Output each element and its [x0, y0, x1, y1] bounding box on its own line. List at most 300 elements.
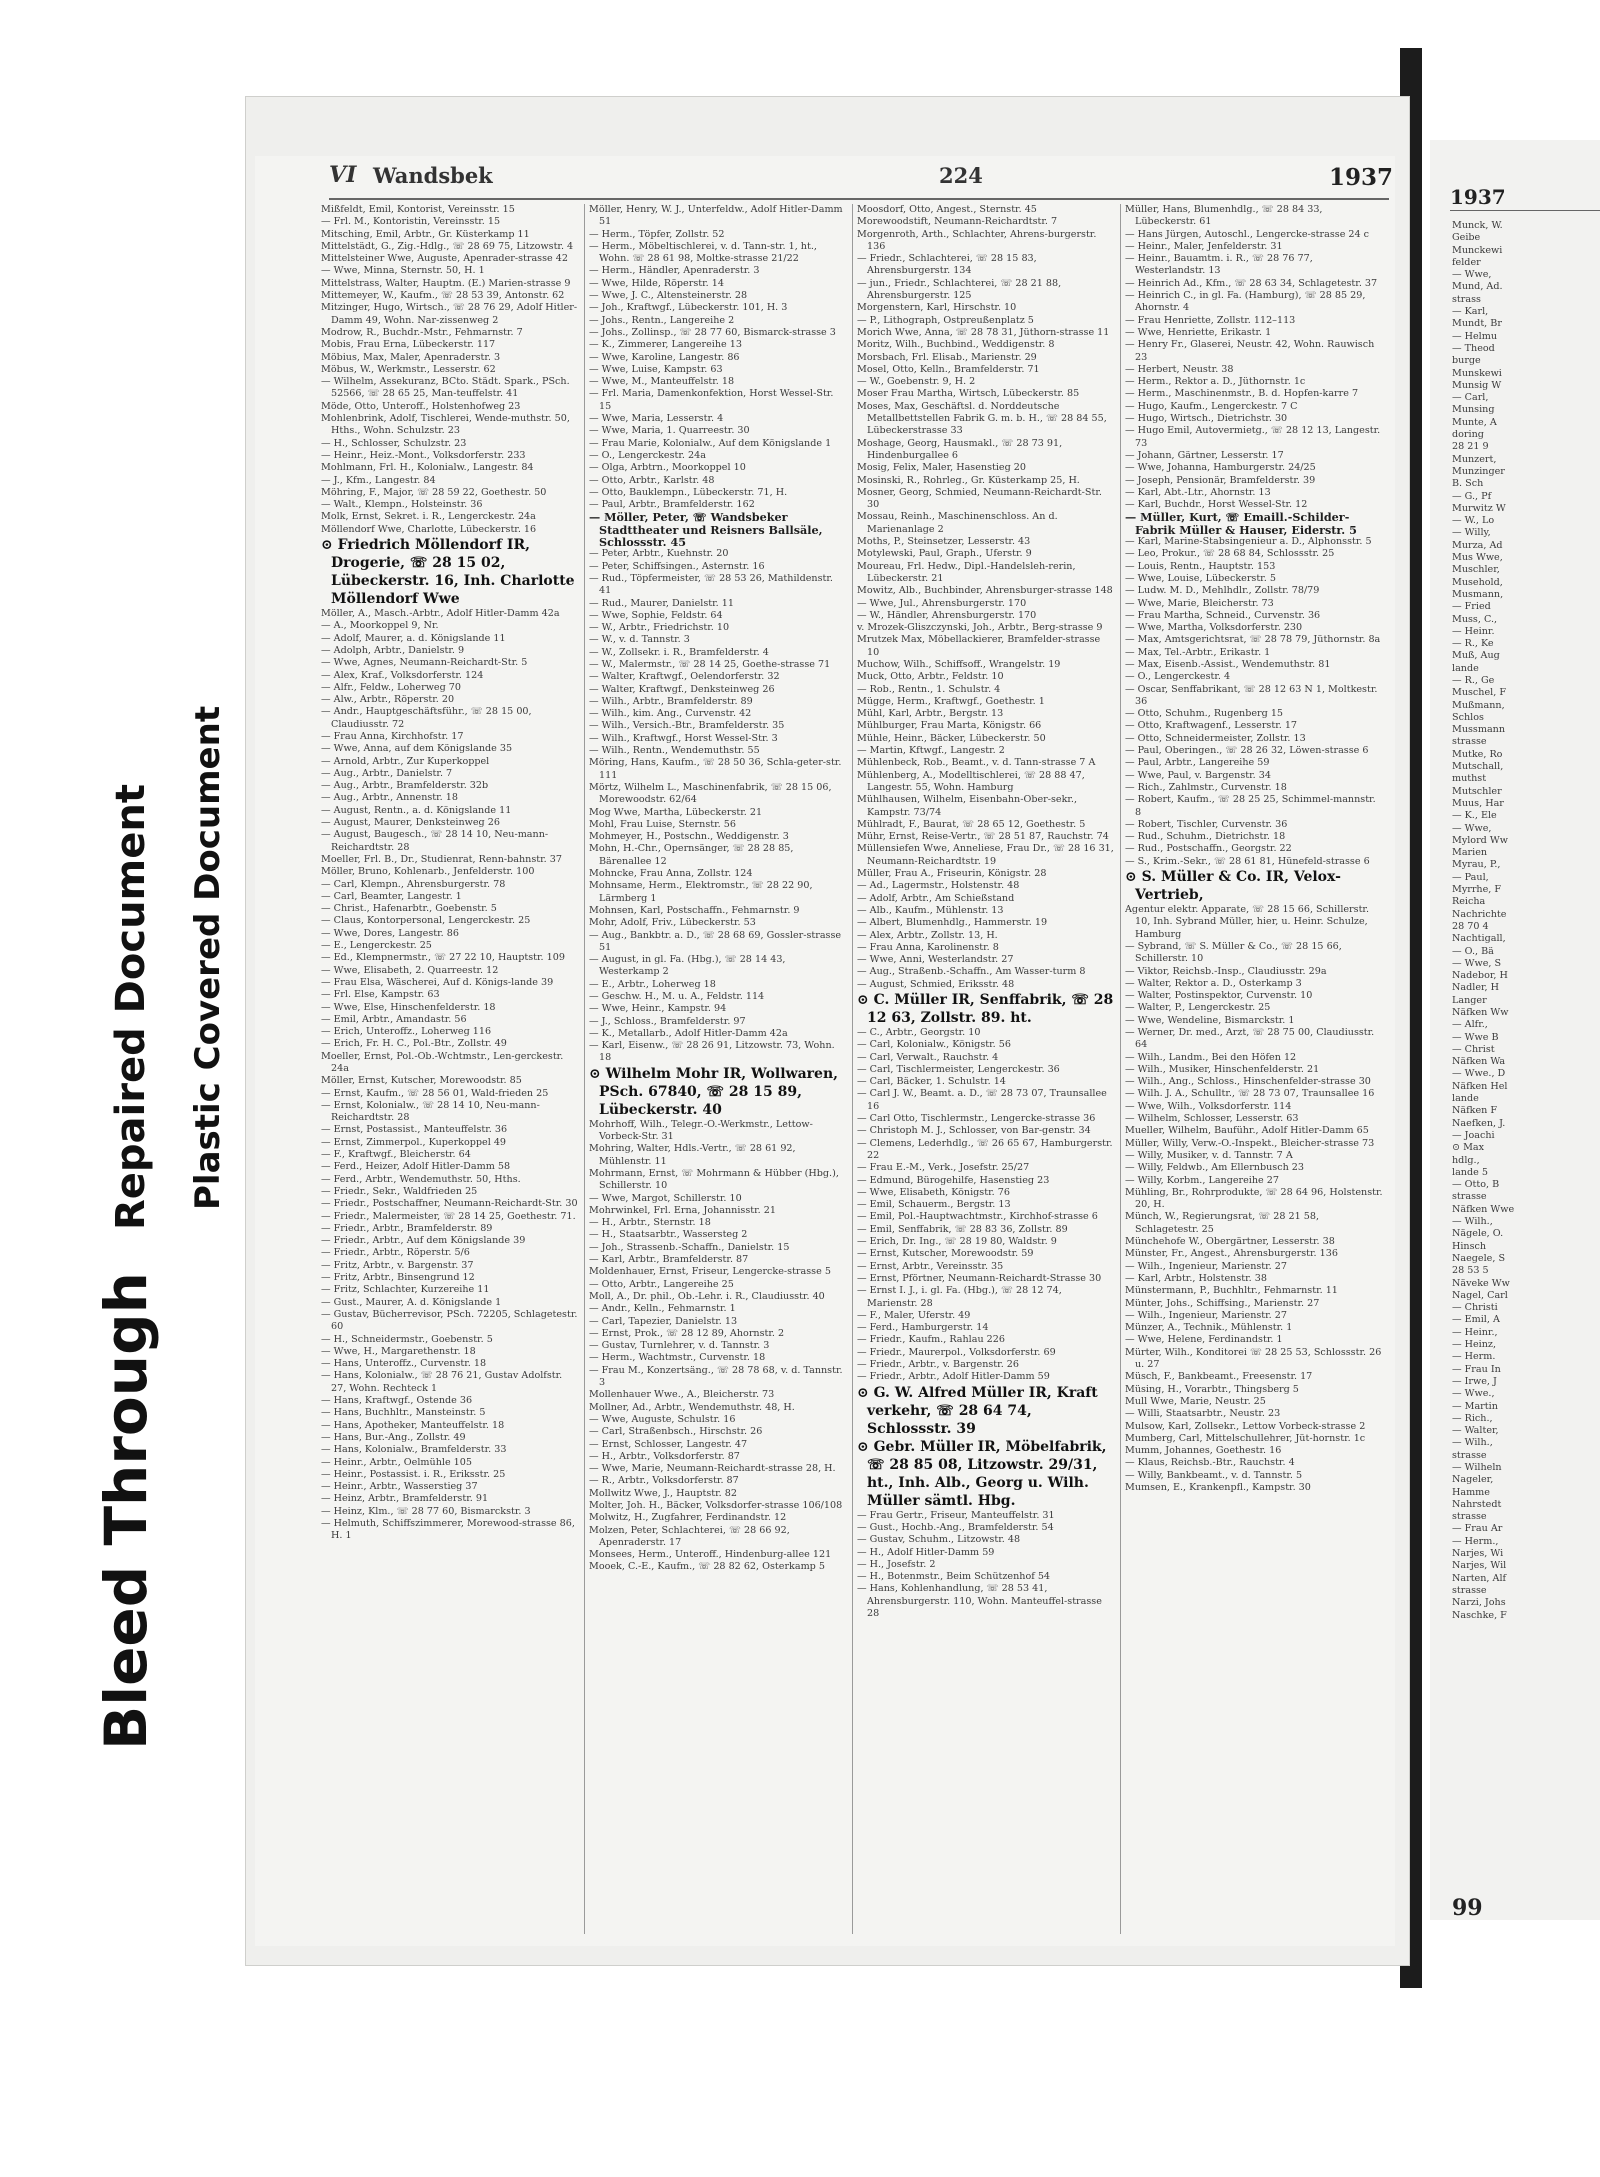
directory-entry: — Klaus, Reichsb.-Btr., Rauchstr. 4	[1125, 1457, 1295, 1469]
next-page-entry: Narjes, Wi	[1452, 1548, 1504, 1560]
directory-entry: — Frau E.-M., Verk., Josefstr. 25/27	[857, 1162, 1030, 1174]
directory-entry: — Hugo, Kaufm., Lengerckestr. 7 C	[1125, 400, 1298, 412]
directory-entry: Müller, Willy, Verw.-O.-Inspekt., Bleicher-strasse 73	[1125, 1137, 1375, 1149]
directory-entry: Mühl, Karl, Arbtr., Bergstr. 13	[857, 708, 1004, 720]
directory-entry: Morsbach, Frl. Elisab., Marienstr. 29	[857, 351, 1037, 363]
next-page-entry: strass	[1452, 293, 1481, 305]
directory-entry: Mittemeyer, W., Kaufm., ☏ 28 53 39, Antonstr. 62	[321, 290, 565, 302]
next-page-entry: Näfken F	[1452, 1105, 1498, 1117]
directory-entry: Mrutzek Max, Möbellackierer, Bramfelder-strasse 10	[857, 634, 1101, 658]
directory-entry: Mühling, Br., Rohrprodukte, ☏ 28 64 96, Holstenstr. 20, H.	[1125, 1186, 1383, 1211]
directory-entry: — Heinr., Arbtr., Wasserstieg 37	[321, 1481, 478, 1493]
directory-entry: Molwitz, H., Zugfahrer, Ferdinandstr. 12	[589, 1512, 787, 1524]
directory-entry: Moths, P., Steinsetzer, Lesserstr. 43	[857, 536, 1031, 548]
directory-entry: — Wwe, Dores, Langestr. 86	[321, 927, 459, 939]
next-page-entry: Nägele, O.	[1452, 1228, 1504, 1240]
directory-entry: Mosig, Felix, Maler, Hasenstieg 20	[857, 462, 1026, 474]
directory-entry: Moeller, Frl. B., Dr., Studienrat, Renn-bahnstr. 37	[321, 853, 562, 865]
directory-entry: — Alex, Arbtr., Zollstr. 13, H.	[857, 929, 998, 941]
directory-entry: — W., v. d. Tannstr. 3	[589, 634, 690, 646]
directory-entry: — Albert, Blumenhdlg., Hammerstr. 19	[857, 917, 1048, 929]
scan-bottom-margin	[0, 1988, 1600, 2177]
directory-entry: — Ernst, Kaufm., ☏ 28 56 01, Wald-frieden 25	[321, 1087, 549, 1099]
directory-entry: — Peter, Arbtr., Kuehnstr. 20	[589, 548, 729, 560]
next-page-entry: lande	[1452, 662, 1479, 674]
directory-entry: — Wwe, Johanna, Hamburgerstr. 24/25	[1125, 462, 1316, 474]
directory-entry: — Walter, Rektor a. D., Osterkamp 3	[1125, 977, 1302, 989]
directory-entry: — Wilh., Rentn., Wendemuthstr. 55	[589, 745, 760, 757]
directory-entry: Mumsen, E., Krankenpfl., Kampstr. 30	[1125, 1481, 1311, 1493]
directory-entry: — Ferd., Heizer, Adolf Hitler-Damm 58	[321, 1161, 511, 1173]
next-page-entry: Geibe	[1452, 232, 1481, 244]
directory-entry: Möbius, Max, Maler, Apenraderstr. 3	[321, 351, 501, 363]
directory-entry: — Otto, Arbtr., Langereihe 25	[589, 1278, 734, 1290]
next-page-entry: lande 5	[1452, 1166, 1488, 1178]
next-page-entry: — Paul,	[1452, 871, 1489, 883]
directory-entry: — Karl, Eisenw., ☏ 28 26 91, Litzowstr. 73, Wohn. 18	[589, 1040, 835, 1064]
directory-entry: — Frl. Maria, Damenkonfektion, Horst Wessel-Str. 15	[589, 388, 834, 412]
next-page-entry: Langer	[1452, 994, 1487, 1006]
next-page-column	[1452, 220, 1600, 1622]
directory-entry: Mühr, Ernst, Reise-Vertr., ☏ 28 51 87, Rauchstr. 74	[857, 831, 1109, 843]
directory-entry: — Andr., Hauptgeschäftsführ., ☏ 28 15 00, Claudiusstr. 72	[321, 706, 532, 730]
directory-entry: Mißfeldt, Emil, Kontorist, Vereinsstr. 15	[321, 204, 515, 215]
directory-entry: — Wwe, M., Manteuffelstr. 18	[589, 376, 735, 388]
directory-entry: — W., Arbtr., Friedrichstr. 10	[589, 622, 730, 634]
directory-entry: — Friedr., Schlachterei, ☏ 28 15 83, Ahrensburgerstr. 134	[857, 253, 1037, 277]
directory-entry: — Heinr., Bauamtm. i. R., ☏ 28 76 77, Westerlandstr. 13	[1125, 253, 1313, 277]
place-name: Wandsbek	[373, 163, 493, 188]
next-page-entry: burge	[1452, 355, 1481, 367]
directory-entry: — Wwe, Marie, Bleicherstr. 73	[1125, 597, 1274, 609]
directory-entry: — Sybrand, ☏ S. Müller & Co., ☏ 28 15 66, Schillerstr. 10	[1125, 940, 1342, 965]
directory-entry: — S., Krim.-Sekr., ☏ 28 61 81, Hünefeld-strasse 6	[1125, 855, 1370, 867]
directory-entry: — H., Josefstr. 2	[857, 1558, 936, 1570]
directory-entry: — August, Maurer, Denksteinweg 26	[321, 817, 500, 829]
directory-entry: Müller, Frau A., Friseurin, Königstr. 28	[857, 868, 1047, 880]
next-page-entry: Näfken Hel	[1452, 1080, 1508, 1092]
directory-entry: — Joseph, Pensionär, Bramfelderstr. 39	[1125, 474, 1316, 486]
directory-entry: — Friedr., Sekr., Waldfrieden 25	[321, 1185, 478, 1197]
directory-entry: Mossau, Reinh., Maschinenschloss. An d. Marienanlage 2	[857, 511, 1058, 535]
directory-entry: — Wilh., Ang., Schloss., Hinschenfelder-strasse 30	[1125, 1076, 1371, 1088]
directory-entry: — Karl, Abt.-Ltr., Ahornstr. 13	[1125, 486, 1271, 498]
directory-entry: Mohrmann, Ernst, ☏ Mohrmann & Hübber (Hbg.), Schillerstr. 10	[589, 1167, 839, 1192]
directory-entry: Mohl, Frau Luise, Sternstr. 56	[589, 818, 736, 830]
directory-entry: — Ernst, Pförtner, Neumann-Reichardt-Strasse 30	[857, 1272, 1102, 1284]
directory-entry: — Walter, Postinspektor, Curvenstr. 10	[1125, 990, 1313, 1002]
directory-entry: — Ernst, Kolonialw., ☏ 28 14 10, Neu-mann-Reichardtstr. 28	[321, 1099, 540, 1124]
next-page-entry: Munzinger	[1452, 465, 1505, 477]
next-page-entry: — Wilheln	[1452, 1461, 1502, 1473]
directory-column-3	[857, 204, 1115, 1934]
directory-entry: Moser Frau Martha, Wirtsch, Lübeckerstr. 85	[857, 388, 1080, 400]
directory-entry: — Aug., Bankbtr. a. D., ☏ 28 68 69, Gossler-strasse 51	[589, 929, 842, 953]
directory-entry: Moses, Max, Geschäftsl. d. Norddeutsche Metallbettstellen Fabrik G. m. b. H., ☏ 28 84 55, Lübeckerstrasse 33	[857, 400, 1107, 437]
directory-entry: — Wwe, Luise, Kampstr. 63	[589, 363, 723, 375]
directory-entry: — Carl, Kolonialw., Königstr. 56	[857, 1039, 1011, 1051]
next-page-entry: — Rich.,	[1452, 1412, 1493, 1424]
directory-entry: — Hans, Bur.-Ang., Zollstr. 49	[321, 1431, 466, 1443]
directory-entry: Möde, Otto, Unteroff., Holstenhofweg 23	[321, 400, 521, 412]
directory-entry: — Ad., Lagermstr., Holstenstr. 48	[857, 880, 1020, 892]
next-page-entry: Hamme	[1452, 1486, 1490, 1498]
directory-entry: Möbus, W., Werkmstr., Lesserstr. 62	[321, 363, 496, 375]
directory-entry: — Wwe, Jul., Ahrensburgerstr. 170	[857, 597, 1027, 609]
next-page-entry: B. Sch	[1452, 478, 1484, 490]
next-page-entry: Nadebor, H	[1452, 970, 1508, 982]
directory-entry: — Wwe, J. C., Altensteinerstr. 28	[589, 290, 748, 302]
directory-entry: — Carl, Klempn., Ahrensburgerstr. 78	[321, 878, 506, 890]
label-bleed-through: Bleed Through	[92, 1272, 160, 1750]
next-page-entry: Näfken Ww	[1452, 1007, 1509, 1018]
directory-entry: — Frau Anna, Kirchhofstr. 17	[321, 730, 464, 742]
next-page-entry: doring	[1452, 429, 1484, 441]
directory-entry: — Rob., Rentn., 1. Schulstr. 4	[857, 683, 1001, 695]
directory-entry: — Frau Gertr., Friseur, Manteuffelstr. 31	[857, 1509, 1055, 1521]
directory-entry: Moldenhauer, Ernst, Friseur, Lengercke-strasse 5	[589, 1266, 831, 1278]
directory-entry: — Wwe, Auguste, Schulstr. 16	[589, 1413, 736, 1425]
directory-entry: Moshage, Georg, Hausmakl., ☏ 28 73 91, Hindenburgallee 6	[857, 437, 1063, 461]
next-page-entry: 28 70 4	[1452, 920, 1489, 932]
directory-entry: — Erich, Unteroffz., Loherweg 116	[321, 1026, 492, 1038]
directory-entry: — Robert, Kaufm., ☏ 28 25 25, Schimmel-mannstr. 8	[1125, 794, 1376, 818]
directory-entry: Mollner, Ad., Arbtr., Wendemuthstr. 48, H.	[589, 1401, 795, 1413]
next-page-entry: Marien	[1452, 847, 1488, 859]
directory-entry: — Frl. M., Kontoristin, Vereinsstr. 15	[321, 216, 501, 228]
next-page-entry: Nachtigall,	[1452, 933, 1506, 945]
directory-entry: — Carl, Beamter, Langestr. 1	[321, 890, 462, 902]
directory-entry: Mumm, Johannes, Goethestr. 16	[1125, 1445, 1282, 1457]
directory-entry: — Heinrich Ad., Kfm., ☏ 28 63 34, Schlagetestr. 37	[1125, 277, 1378, 289]
directory-entry: — Friedr., Arbtr., v. Bargenstr. 26	[857, 1359, 1019, 1371]
section-numeral: VI	[329, 162, 357, 188]
directory-entry: — H., Staatsarbtr., Wassersteg 2	[589, 1229, 748, 1241]
next-page-entry: Munzert,	[1452, 453, 1497, 465]
directory-entry: — Willy, Bankbeamt., v. d. Tannstr. 5	[1125, 1469, 1303, 1481]
directory-entry: — Fritz, Arbtr., Binsengrund 12	[321, 1272, 475, 1284]
directory-entry: — Wwe, Paul, v. Bargenstr. 34	[1125, 769, 1271, 781]
next-page-entry: strasse	[1452, 1511, 1487, 1523]
directory-entry: Münstermann, P., Buchhltr., Fehmarnstr. 11	[1125, 1285, 1338, 1297]
directory-entry: — Robert, Tischler, Curvenstr. 36	[1125, 818, 1288, 830]
directory-entry: — Heinr., Postassist. i. R., Eriksstr. 25	[321, 1468, 506, 1480]
directory-entry: Mosinski, R., Rohrleg., Gr. Küsterkamp 25, H.	[857, 474, 1080, 486]
directory-entry: — Carl, Verwalt., Rauchstr. 4	[857, 1051, 999, 1063]
next-page-entry: — Herm.,	[1452, 1535, 1499, 1547]
next-page-entry: strasse	[1452, 1584, 1487, 1596]
directory-entry: — Werner, Dr. med., Arzt, ☏ 28 75 00, Claudiusstr. 64	[1125, 1027, 1375, 1051]
directory-entry: — Wwe, Henriette, Erikastr. 1	[1125, 326, 1272, 338]
directory-entry: Möller, A., Masch.-Arbtr., Adolf Hitler-Damm 42a	[321, 608, 560, 620]
directory-entry: Mühlenberg, A., Modelltischlerei, ☏ 28 88 47, Langestr. 55, Wohn. Hamburg	[857, 769, 1085, 793]
next-page-entry: Musmann,	[1452, 588, 1504, 600]
directory-entry: Mohnsame, Herm., Elektromstr., ☏ 28 22 90, Lärmberg 1	[589, 880, 813, 904]
directory-entry: — P., Lithograph, Ostpreußenplatz 5	[857, 314, 1034, 326]
directory-entry: — F., Kraftwgf., Bleicherstr. 64	[321, 1149, 471, 1161]
next-page-entry: — Joachi	[1452, 1129, 1495, 1141]
directory-entry: — Max, Tel.-Arbtr., Erikastr. 1	[1125, 646, 1271, 658]
next-page-entry: strasse	[1452, 1191, 1487, 1203]
next-page-entry: — Wilh.,	[1452, 1216, 1493, 1228]
directory-entry: Möhring, F., Major, ☏ 28 59 22, Goethestr. 50	[321, 486, 547, 498]
directory-entry: — Wilh., kim. Ang., Curvenstr. 42	[589, 708, 752, 720]
directory-entry: — Wilh., Musiker, Hinschenfelderstr. 21	[1125, 1063, 1320, 1075]
directory-entry: — Willi, Staatsarbtr., Neustr. 23	[1125, 1408, 1281, 1420]
directory-entry: — Friedr., Postschaffner, Neumann-Reichardt-Str. 30	[321, 1198, 578, 1210]
next-page-entry: Näfken Wwe	[1452, 1203, 1515, 1215]
scanned-directory-page	[245, 96, 1410, 1966]
directory-entry: Möller, Henry, W. J., Unterfeldw., Adolf Hitler-Damm 51	[589, 204, 843, 228]
label-repaired-document: Repaired Document	[108, 784, 154, 1230]
next-page-entry: — Walter,	[1452, 1425, 1499, 1437]
next-page-entry: Nahrstedt	[1452, 1498, 1502, 1510]
directory-entry: — Hans, Unteroffz., Curvenstr. 18	[321, 1358, 487, 1370]
next-page-entry: Mutke, Ro	[1452, 748, 1503, 760]
directory-entry: — Henry Fr., Glaserei, Neustr. 42, Wohn. Rauwisch 23	[1125, 339, 1375, 363]
directory-entry: — Wwe, Hilde, Röperstr. 14	[589, 277, 724, 289]
directory-entry: — Wwe, H., Margarethenstr. 18	[321, 1345, 476, 1357]
directory-entry: — Walter, P., Lengerckestr. 25	[1125, 1002, 1271, 1014]
directory-entry: — Ernst, Zimmerpol., Kuperkoppel 49	[321, 1136, 507, 1148]
directory-entry: ⊙ Friedrich Möllendorf IR, Drogerie, ☏ 28 15 02, Lübeckerstr. 16, Inh. Charlotte Möllendorf Wwe	[321, 537, 575, 608]
directory-entry: Mumberg, Carl, Mittelschullehrer, Jüt-hornstr. 1c	[1125, 1432, 1366, 1444]
next-page-entry: — Frau Ar	[1452, 1523, 1503, 1535]
directory-entry: — Wwe, Anni, Westerlandstr. 27	[857, 954, 1014, 966]
next-page-entry: Muschler,	[1452, 564, 1500, 576]
directory-entry: — Gustav, Bücherrevisor, PSch. 72205, Schlagetestr. 60	[321, 1308, 578, 1333]
next-page-entry: Narten, Alf	[1452, 1572, 1507, 1584]
directory-entry: Mühlhausen, Wilhelm, Eisenbahn-Ober-sekr., Kampstr. 73/74	[857, 794, 1078, 818]
directory-entry: — Gust., Hochb.-Ang., Bramfelderstr. 54	[857, 1521, 1054, 1533]
directory-entry: Müsing, H., Vorarbtr., Thingsberg 5	[1125, 1383, 1299, 1395]
next-page-entry: — Wilh.,	[1452, 1437, 1493, 1449]
next-page-entry: — O., Bä	[1452, 945, 1494, 957]
directory-entry: — Fritz, Schlachter, Kurzereihe 11	[321, 1284, 490, 1296]
directory-entry: — W., Händler, Ahrensburgerstr. 170	[857, 609, 1037, 621]
next-page-entry: strasse	[1452, 736, 1487, 748]
directory-entry: — Ferd., Arbtr., Wendemuthstr. 50, Hths.	[321, 1173, 521, 1185]
directory-entry: Moritz, Wilh., Buchbind., Weddigenstr. 8	[857, 339, 1055, 351]
next-page-entry: Naschke, F	[1452, 1609, 1507, 1621]
directory-entry: — Ernst, Arbtr., Vereinsstr. 35	[857, 1260, 1004, 1272]
directory-entry: — Ludw. M. D., Mehlhdlr., Zollstr. 78/79	[1125, 585, 1320, 597]
next-page-year: 1937	[1450, 185, 1506, 209]
directory-entry: — Geschw. H., M. u. A., Feldstr. 114	[589, 991, 765, 1002]
directory-entry: — Frau Henriette, Zollstr. 112–113	[1125, 314, 1296, 326]
directory-entry: — Gustav, Turnlehrer, v. d. Tannstr. 3	[589, 1340, 770, 1352]
directory-entry: Müller, Hans, Blumenhdlg., ☏ 28 84 33, Lübeckerstr. 61	[1125, 204, 1323, 228]
directory-entry: — Rud., Töpfermeister, ☏ 28 53 26, Mathildenstr. 41	[589, 572, 833, 597]
directory-entry: — Wwe, Heinr., Kampstr. 94	[589, 1003, 727, 1015]
directory-entry: — Ferd., Hamburgerstr. 14	[857, 1322, 989, 1334]
directory-entry: — Leo, Prokur., ☏ 28 68 84, Schlossstr. 25	[1125, 548, 1335, 560]
directory-entry: — Friedr., Arbtr., Adolf Hitler-Damm 59	[857, 1371, 1050, 1383]
directory-entry: — Wilh., Ingenieur, Marienstr. 27	[1125, 1260, 1287, 1272]
directory-entry: — Wwe, Agnes, Neumann-Reichardt-Str. 5	[321, 657, 528, 669]
directory-entry: — H., Arbtr., Sternstr. 18	[589, 1217, 711, 1229]
next-page-entry: — Heinz,	[1452, 1339, 1497, 1351]
directory-entry: Mügge, Herm., Kraftwgf., Goethestr. 1	[857, 695, 1045, 707]
next-page-entry: — Fried	[1452, 601, 1491, 613]
directory-entry: — O., Lengerckestr. 4	[1125, 671, 1231, 683]
directory-entry: — August, Baugesch., ☏ 28 14 10, Neu-mann-Reichardtstr. 28	[321, 829, 549, 853]
next-page-entry: Munckewi	[1452, 244, 1503, 256]
directory-entry: — Hans, Kraftwgf., Ostende 36	[321, 1395, 473, 1407]
directory-entry: Mitsching, Emil, Arbtr., Gr. Küsterkamp 11	[321, 228, 530, 240]
directory-entry: Modrow, R., Buchdr.-Mstr., Fehmarnstr. 7	[321, 326, 523, 338]
directory-entry: — Wilhelm, Assekuranz, BCto. Städt. Spark., PSch. 52566, ☏ 28 65 25, Man-teuffelstr. 41	[321, 376, 570, 400]
directory-entry: — Paul, Arbtr., Bramfelderstr. 162	[589, 499, 755, 511]
directory-entry: — Johs., Rentn., Langereihe 2	[589, 314, 735, 326]
directory-entry: — Herm., Töpfer, Zollstr. 52	[589, 228, 725, 240]
next-page-entry: Myrrhe, F	[1452, 884, 1502, 896]
directory-entry: — Alb., Kaufm., Mühlenstr. 13	[857, 904, 1004, 916]
directory-entry: Mosel, Otto, Kelln., Bramfelderstr. 71	[857, 363, 1040, 375]
directory-entry: — Emil, Schauerm., Bergstr. 13	[857, 1199, 1011, 1211]
directory-entry: — H., Arbtr., Volksdorferstr. 87	[589, 1450, 740, 1462]
directory-entry: — Emil, Arbtr., Amandastr. 56	[321, 1013, 467, 1025]
next-page-entry: Narzi, Johs	[1452, 1597, 1506, 1609]
directory-entry: — Martin, Kftwgf., Langestr. 2	[857, 745, 1005, 757]
directory-entry: Molter, Joh. H., Bäcker, Volksdorfer-strasse 106/108	[589, 1499, 843, 1511]
directory-entry: — Heinr., Heiz.-Mont., Volksdorferstr. 233	[321, 449, 526, 461]
directory-entry: — Christoph M. J., Schlosser, von Bar-genstr. 34	[857, 1125, 1091, 1137]
directory-column-4	[1125, 204, 1383, 1934]
directory-entry: — E., Lengerckestr. 25	[321, 940, 432, 952]
directory-entry: — Otto, Bauklempn., Lübeckerstr. 71, H.	[589, 486, 788, 498]
directory-entry: — Frau Martha, Schneid., Curvenstr. 36	[1125, 609, 1321, 621]
directory-entry: — August, in gl. Fa. (Hbg.), ☏ 28 14 43, Westerkamp 2	[589, 954, 786, 978]
next-page-entry: strasse	[1452, 1449, 1487, 1461]
directory-entry: — Wwe, Sophie, Feldstr. 64	[589, 609, 723, 621]
directory-entry: Mollenhauer Wwe., A., Bleicherstr. 73	[589, 1389, 775, 1401]
next-page-entry: Mutschler	[1452, 785, 1502, 797]
directory-entry: Muchow, Wilh., Schiffsoff., Wrangelstr. 19	[857, 658, 1061, 670]
directory-columns	[321, 204, 1381, 1934]
directory-entry: — Friedr., Malermeister, ☏ 28 14 25, Goethestr. 71.	[321, 1210, 576, 1222]
directory-entry: — Herm., Rektor a. D., Jüthornstr. 1c	[1125, 376, 1306, 388]
directory-entry: — Frau Marie, Kolonialw., Auf dem Königslande 1	[589, 437, 832, 449]
directory-entry: — Ernst, Schlosser, Langestr. 47	[589, 1438, 748, 1450]
directory-entry: — Claus, Kontorpersonal, Lengerckestr. 25	[321, 915, 531, 927]
directory-entry: — Friedr., Arbtr., Röperstr. 5/6	[321, 1247, 470, 1259]
directory-entry: — Erich, Fr. H. C., Pol.-Btr., Zollstr. 49	[321, 1038, 507, 1050]
label-plastic-covered-document: Plastic Covered Document	[188, 705, 228, 1210]
directory-entry: Mühlburger, Frau Marta, Königstr. 66	[857, 720, 1042, 732]
directory-entry: Moll, A., Dr. phil., Ob.-Lehr. i. R., Claudiusstr. 40	[589, 1290, 825, 1302]
directory-entry: — W., Goebenstr. 9, H. 2	[857, 376, 976, 388]
directory-entry: — August, Rentn., a. d. Königslande 11	[321, 804, 512, 816]
directory-entry: — Herbert, Neustr. 38	[1125, 363, 1234, 375]
directory-entry: — Hans, Kolonialw., Bramfelderstr. 33	[321, 1444, 507, 1456]
directory-entry: — Herm., Wachtmstr., Curvenstr. 18	[589, 1352, 766, 1364]
directory-entry: Möller, Bruno, Kohlenarb., Jenfelderstr. 100	[321, 866, 535, 878]
directory-entry: — Wilh., Arbtr., Bramfelderstr. 89	[589, 695, 753, 707]
directory-entry: Mobis, Frau Erna, Lübeckerstr. 117	[321, 339, 496, 351]
directory-entry: — Hans, Buchhltr., Mansteinstr. 5	[321, 1407, 486, 1419]
directory-entry: Mohrwinkel, Frl. Erna, Johannisstr. 21	[589, 1204, 776, 1216]
next-page-entry: Munck, W.	[1452, 220, 1503, 231]
directory-entry: — Herm., Maschinenmstr., B. d. Hopfen-karre 7	[1125, 388, 1359, 400]
directory-entry: Münzer, A., Technik., Mühlenstr. 1	[1125, 1322, 1293, 1334]
next-page-entry: Schlos	[1452, 711, 1484, 723]
directory-entry: — Heinz, Arbtr., Bramfelderstr. 91	[321, 1493, 489, 1505]
next-page-entry: — K., Ele	[1452, 810, 1497, 822]
directory-entry: Morgenroth, Arth., Schlachter, Ahrens-burgerstr. 136	[857, 228, 1097, 252]
next-page-entry: Nagel, Carl	[1452, 1289, 1508, 1301]
next-page-entry: — Otto, B	[1452, 1179, 1500, 1191]
next-page-entry: 28 21 9	[1452, 441, 1489, 453]
directory-entry: — Herm., Händler, Apenraderstr. 3	[589, 265, 760, 277]
directory-entry: — Gustav, Schuhm., Litzowstr. 48	[857, 1534, 1021, 1546]
next-page-entry: — Heinr.,	[1452, 1326, 1498, 1338]
directory-entry: Müllensiefen Wwe, Anneliese, Frau Dr., ☏ 28 16 31, Neumann-Reichardtstr. 19	[857, 843, 1114, 867]
directory-entry: Mooek, C.-E., Kaufm., ☏ 28 82 62, Osterkamp 5	[589, 1561, 825, 1573]
next-page-entry: Näveke Ww	[1452, 1277, 1510, 1289]
directory-entry: — Friedr., Kaufm., Rahlau 226	[857, 1334, 1005, 1346]
next-page-entry: Hinsch	[1452, 1240, 1487, 1252]
directory-entry: — Karl, Arbtr., Holstenstr. 38	[1125, 1272, 1267, 1284]
next-page-entry: Munsig W	[1452, 379, 1502, 391]
next-page-entry: — Wwe.,	[1452, 1388, 1495, 1400]
directory-entry: — August, Schmied, Eriksstr. 48	[857, 978, 1015, 990]
directory-entry: — Wilh., Kraftwgf., Horst Wessel-Str. 3	[589, 732, 778, 744]
directory-entry: — Andr., Kelln., Fehmarnstr. 1	[589, 1303, 736, 1315]
directory-entry: Molzen, Peter, Schlachterei, ☏ 28 66 92, Apenraderstr. 17	[589, 1524, 790, 1548]
directory-entry: — Willy, Musiker, v. d. Tannstr. 7 A	[1125, 1149, 1293, 1161]
next-page-entry: Mussmann	[1452, 724, 1506, 736]
next-page-entry: Naefken, J.	[1452, 1117, 1506, 1129]
annotation-labels	[70, 370, 260, 1810]
next-page-entry: Myrau, P.,	[1452, 859, 1501, 871]
next-page-entry: Nadler, H	[1452, 982, 1499, 994]
directory-entry: — Frl. Else, Kampstr. 63	[321, 989, 440, 1001]
directory-entry: — Arnold, Arbtr., Zur Kuperkoppel	[321, 755, 490, 767]
directory-entry: — Otto, Schuhm., Rugenberg 15	[1125, 708, 1284, 720]
directory-entry: Moosdorf, Otto, Angest., Sternstr. 45	[857, 204, 1037, 215]
next-page-entry: — Wwe,	[1452, 269, 1492, 281]
directory-entry: — Carl, Bäcker, 1. Schulstr. 14	[857, 1076, 1006, 1088]
next-page-number: 99	[1452, 1895, 1483, 1920]
directory-entry: — Otto, Arbtr., Karlstr. 48	[589, 474, 715, 486]
next-page-entry: Mutschall,	[1452, 761, 1504, 773]
column-divider	[852, 204, 853, 1934]
directory-entry: Münter, Johs., Schiffsing., Marienstr. 27	[1125, 1297, 1320, 1309]
next-page-entry: — Karl,	[1452, 306, 1489, 318]
directory-entry: — Wwe, Minna, Sternstr. 50, H. 1	[321, 265, 485, 277]
directory-entry: — Ernst, Kutscher, Morewoodstr. 59	[857, 1248, 1034, 1260]
directory-entry: — R., Arbtr., Volksdorferstr. 87	[589, 1475, 739, 1487]
directory-entry: ⊙ S. Müller & Co. IR, Velox-Vertrieb,	[1125, 869, 1341, 904]
next-page-entry: Munte, A	[1452, 416, 1497, 428]
directory-entry: — Ed., Klempnermstr., ☏ 27 22 10, Hauptstr. 109	[321, 952, 565, 964]
directory-entry: — Aug., Arbtr., Annenstr. 18	[321, 792, 458, 804]
directory-entry: — Aug., Arbtr., Bramfelderstr. 32b	[321, 780, 489, 792]
directory-entry: Mühlradt, F., Baurat, ☏ 28 65 12, Goethestr. 5	[857, 818, 1086, 830]
next-page-entry: Narjes, Wil	[1452, 1560, 1507, 1572]
directory-entry: Moureau, Frl. Hedw., Dipl.-Handelsleh-rerin, Lübeckerstr. 21	[857, 560, 1076, 584]
directory-entry: — Carl J. W., Beamt. a. D., ☏ 28 73 07, Traunsallee 16	[857, 1088, 1107, 1112]
directory-entry: — jun., Friedr., Schlachterei, ☏ 28 21 88, Ahrensburgerstr. 125	[857, 277, 1062, 302]
directory-entry: — Carl, Tapezier, Danielstr. 13	[589, 1315, 738, 1327]
next-page-entry: — R., Ke	[1452, 638, 1494, 650]
directory-entry: Mitzinger, Hugo, Wirtsch., ☏ 28 76 29, Adolf Hitler-Damm 49, Wohn. Nar-zissenweg 2	[321, 302, 578, 326]
directory-entry: — Hans, Kohlenhandlung, ☏ 28 53 41, Ahrensburgerstr. 110, Wohn. Manteuffel-strasse 28	[857, 1583, 1102, 1619]
directory-entry: — Helmuth, Schiffszimmerer, Morewood-strasse 86, H. 1	[321, 1517, 575, 1542]
page-header	[329, 162, 1394, 192]
directory-entry: — Fritz, Arbtr., v. Bargenstr. 37	[321, 1259, 474, 1271]
